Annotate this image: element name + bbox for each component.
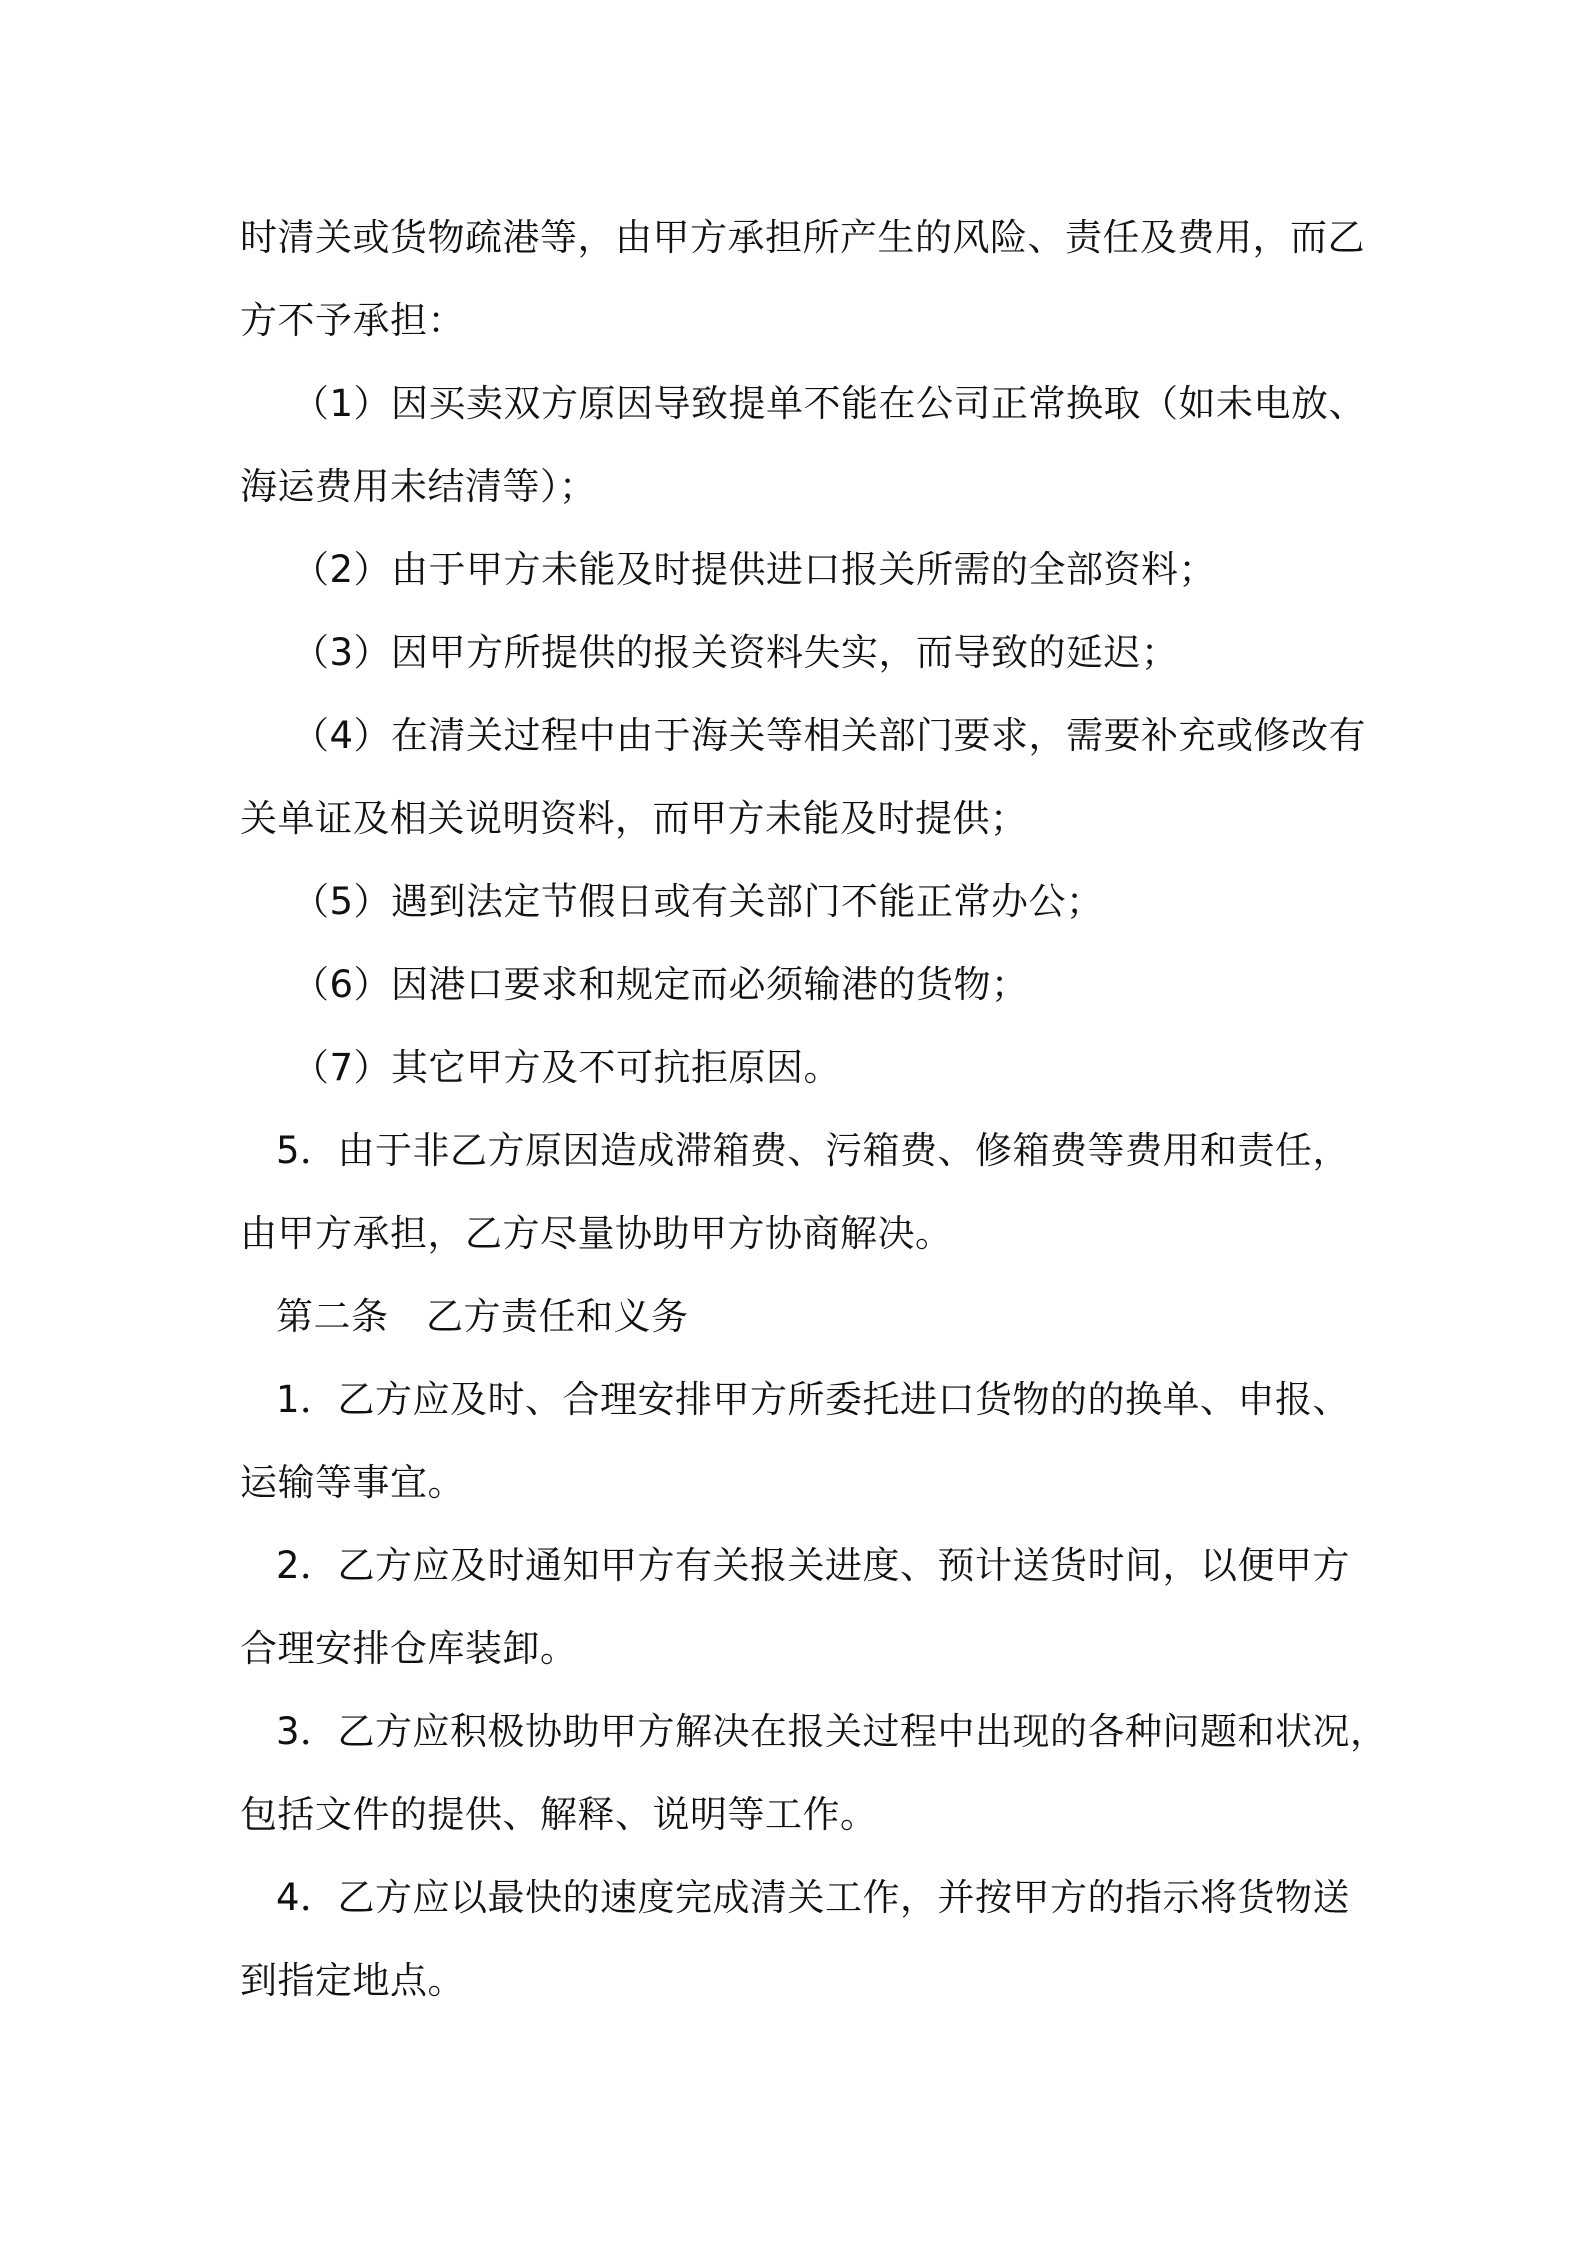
- list-item-3: （3）因甲方所提供的报关资料失实，而导致的延迟；: [292, 631, 1179, 674]
- list-item-2: （2）由于甲方未能及时提供进口报关所需的全部资料；: [292, 548, 1217, 591]
- clause-5: 5．由于非乙方原因造成滞箱费、污箱费、修箱费等费用和责任，: [276, 1129, 1351, 1172]
- clause-2: 2．乙方应及时通知甲方有关报关进度、预计送货时间，以便甲方: [276, 1544, 1351, 1587]
- list-item-5: （5）遇到法定节假日或有关部门不能正常办公；: [292, 880, 1104, 923]
- text-line: 由甲方承担，乙方尽量协助甲方协商解决。: [240, 1212, 953, 1255]
- list-item-7: （7）其它甲方及不可抗拒原因。: [292, 1046, 842, 1089]
- document-body: [240, 196, 1388, 2022]
- list-item-1: （1）因买卖双方原因导致提单不能在公司正常换取（如未电放、: [292, 382, 1367, 425]
- text-line: 到指定地点。: [240, 1959, 465, 2002]
- text-line: 包括文件的提供、解释、说明等工作。: [240, 1793, 878, 1836]
- section-heading: 第二条 乙方责任和义务: [276, 1295, 689, 1338]
- list-item-4: （4）在清关过程中由于海关等相关部门要求，需要补充或修改有: [292, 714, 1367, 757]
- clause-1: 1．乙方应及时、合理安排甲方所委托进口货物的的换单、申报、: [276, 1378, 1351, 1421]
- list-item-6: （6）因港口要求和规定而必须输港的货物；: [292, 963, 1029, 1006]
- text-line: 关单证及相关说明资料，而甲方未能及时提供；: [240, 797, 1028, 840]
- text-line: 海运费用未结清等）；: [240, 465, 597, 508]
- text-line: 方不予承担：: [240, 299, 465, 342]
- text-line: 合理安排仓库装卸。: [240, 1627, 578, 1670]
- text-line: 运输等事宜。: [240, 1461, 465, 1504]
- text-line: 时清关或货物疏港等，由甲方承担所产生的风险、责任及费用，而乙: [240, 216, 1365, 259]
- clause-4: 4．乙方应以最快的速度完成清关工作，并按甲方的指示将货物送: [276, 1876, 1351, 1919]
- clause-3: 3．乙方应积极协助甲方解决在报关过程中出现的各种问题和状况，: [276, 1710, 1388, 1753]
